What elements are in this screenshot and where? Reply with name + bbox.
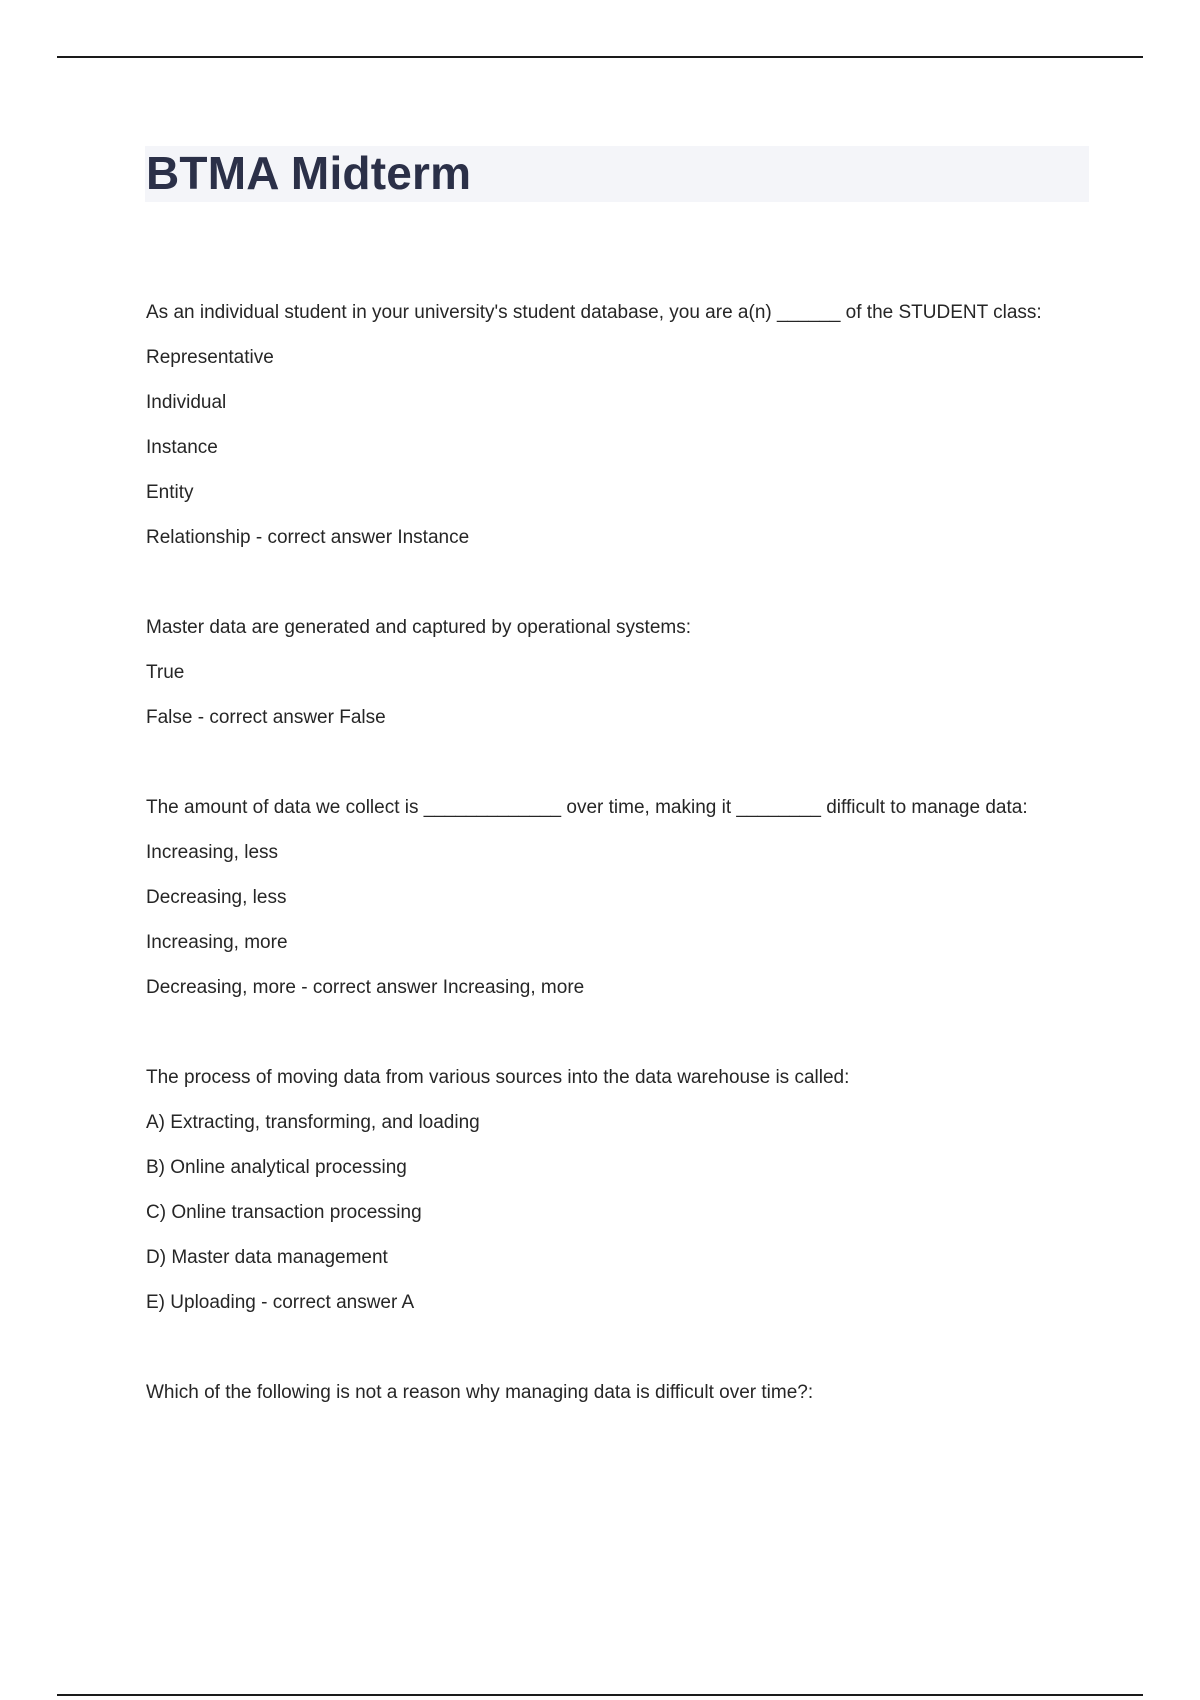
answer-line: Instance: [146, 437, 218, 458]
answer-line: Relationship - correct answer Instance: [146, 527, 470, 548]
question-text: The amount of data we collect is _____________ over time, making it ________ difficult to manage data:: [146, 797, 1028, 818]
answer-line: A) Extracting, transforming, and loading: [146, 1112, 480, 1133]
question-text: As an individual student in your university's student database, you are a(n) ______ of the STUDENT class:: [146, 302, 1042, 323]
answer-line: Individual: [146, 392, 227, 413]
answer-line: Decreasing, more - correct answer Increasing, more: [146, 977, 585, 998]
answer-line: Entity: [146, 482, 194, 503]
question-block: [146, 1055, 1106, 1325]
question-text: Master data are generated and captured by operational systems:: [146, 617, 691, 638]
question-block: [146, 290, 1106, 560]
document-title: BTMA Midterm: [146, 147, 472, 199]
answer-line: D) Master data management: [146, 1247, 388, 1268]
question-block: [146, 785, 1106, 1010]
page-top-rule: [57, 56, 1143, 58]
answer-line: Decreasing, less: [146, 887, 287, 908]
answer-line: C) Online transaction processing: [146, 1202, 422, 1223]
question-block: [146, 605, 1106, 740]
page-bottom-rule: [57, 1694, 1143, 1696]
question-list: [146, 290, 1106, 1460]
answer-line: E) Uploading - correct answer A: [146, 1292, 415, 1313]
question-text: The process of moving data from various sources into the data warehouse is called:: [146, 1067, 850, 1088]
question-text: Which of the following is not a reason why managing data is difficult over time?:: [146, 1382, 814, 1403]
question-block: [146, 1370, 1106, 1415]
answer-line: Representative: [146, 347, 274, 368]
answer-line: Increasing, more: [146, 932, 288, 953]
answer-line: False - correct answer False: [146, 707, 386, 728]
answer-line: B) Online analytical processing: [146, 1157, 407, 1178]
answer-line: True: [146, 662, 185, 683]
answer-line: Increasing, less: [146, 842, 279, 863]
